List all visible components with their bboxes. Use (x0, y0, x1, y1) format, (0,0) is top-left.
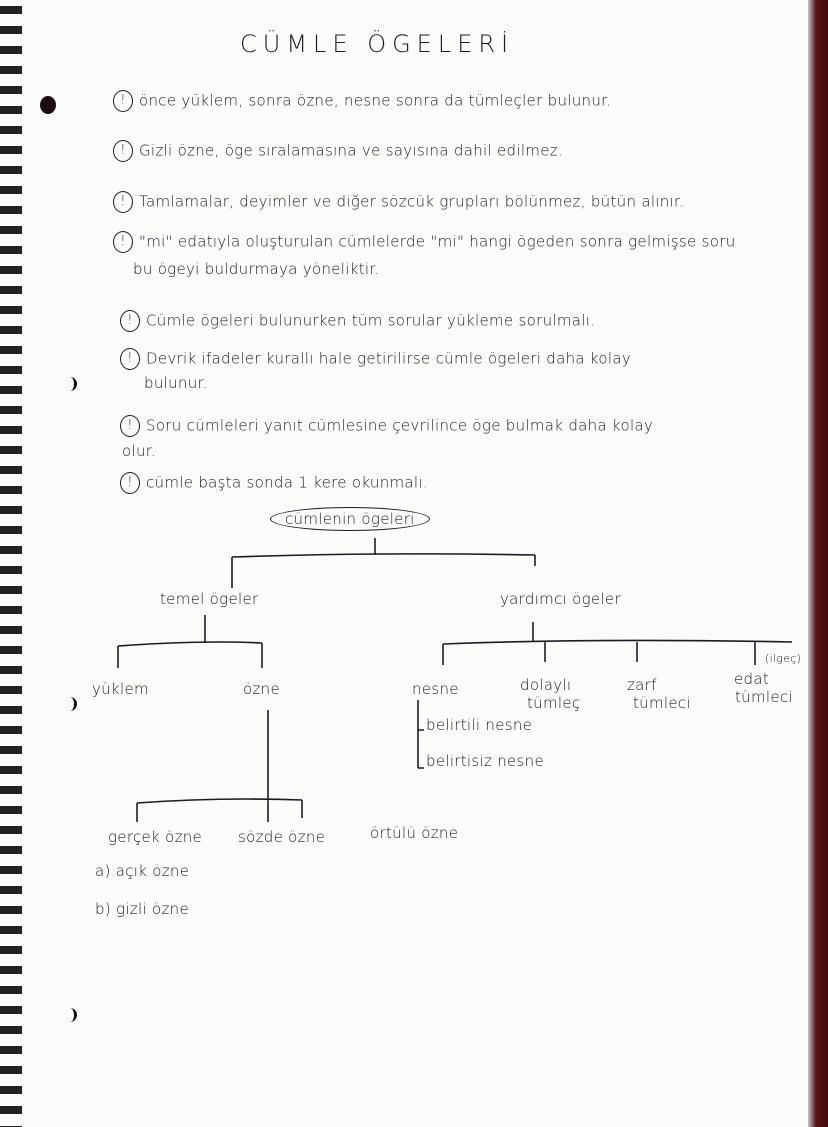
note-text: Tamlamalar, deyimler ve diğer sözcük grupları bölünmez, bütün alınır. (139, 192, 685, 211)
note-text: Cümle ögeleri bulunurken tüm sorular yükleme sorulmalı. (146, 311, 596, 330)
dolayli-tumlec-2: tümleç (527, 694, 581, 712)
note-text: cümle başta sonda 1 kere okunmalı. (146, 473, 428, 492)
exclamation-icon: ! (120, 310, 140, 332)
belirtisiz-nesne: belirtisiz nesne (426, 752, 545, 770)
note-4-cont: bu ögeyi buldurmaya yöneliktir. (133, 260, 380, 278)
sozde-ozne: sözde özne (238, 828, 326, 846)
exclamation-icon: ! (113, 140, 133, 162)
exclamation-icon: ! (113, 191, 133, 213)
tree-root (270, 510, 430, 528)
note-text: Soru cümleleri yanıt cümlesine çevrilince öge bulmak daha kolay (146, 416, 654, 435)
zarf-tumleci-2: tümleci (633, 694, 691, 712)
note-text: Devrik ifadeler kurallı hale getirilirse cümle ögeleri daha kolay (146, 349, 631, 368)
ilgec-note: (ilgeç) (765, 652, 802, 665)
gercek-ozne: gerçek özne (108, 828, 203, 846)
note-text: Gizli özne, öge sıralamasına ve sayısına dahil edilmez. (139, 141, 563, 160)
dolayli-tumlec-1: dolaylı (520, 676, 572, 694)
note-6-cont: bulunur. (144, 374, 208, 392)
exclamation-icon: ! (120, 415, 140, 437)
note-text: önce yüklem, sonra özne, nesne sonra da tümleçler bulunur. (139, 91, 612, 110)
exclamation-icon: ! (120, 348, 140, 370)
page-title: CÜMLE ÖGELERİ (240, 30, 515, 58)
ozne-branches (137, 710, 302, 822)
zarf-tumleci-1: zarf (627, 676, 657, 694)
nesne-branches (418, 700, 424, 768)
ozne: özne (243, 680, 280, 698)
edat-tumleci-1: edat (734, 670, 770, 688)
exclamation-icon: ! (113, 231, 133, 253)
belirtili-nesne: belirtili nesne (426, 716, 533, 734)
temel-branches (118, 615, 262, 668)
note-text: "mi" edatıyla oluşturulan cümlelerde "mi" hangi ögeden sonra gelmişse soru (139, 232, 736, 251)
gizli-ozne: b) gizli özne (95, 900, 189, 918)
root-label: cümlenin ögeleri (270, 507, 430, 531)
yardimci-branches (443, 622, 792, 665)
yardimci-ogeler: yardımcı ögeler (500, 590, 621, 608)
exclamation-icon: ! (113, 90, 133, 112)
temel-ogeler: temel ögeler (160, 590, 259, 608)
root-branches (232, 538, 535, 588)
nesne: nesne (412, 680, 459, 698)
edat-tumleci-2: tümleci (735, 688, 793, 706)
note-7-cont: olur. (122, 442, 156, 460)
ortulu-ozne: örtülü özne (370, 824, 459, 842)
acik-ozne: a) açık özne (95, 862, 190, 880)
yuklem: yüklem (92, 680, 149, 698)
exclamation-icon: ! (120, 472, 140, 494)
